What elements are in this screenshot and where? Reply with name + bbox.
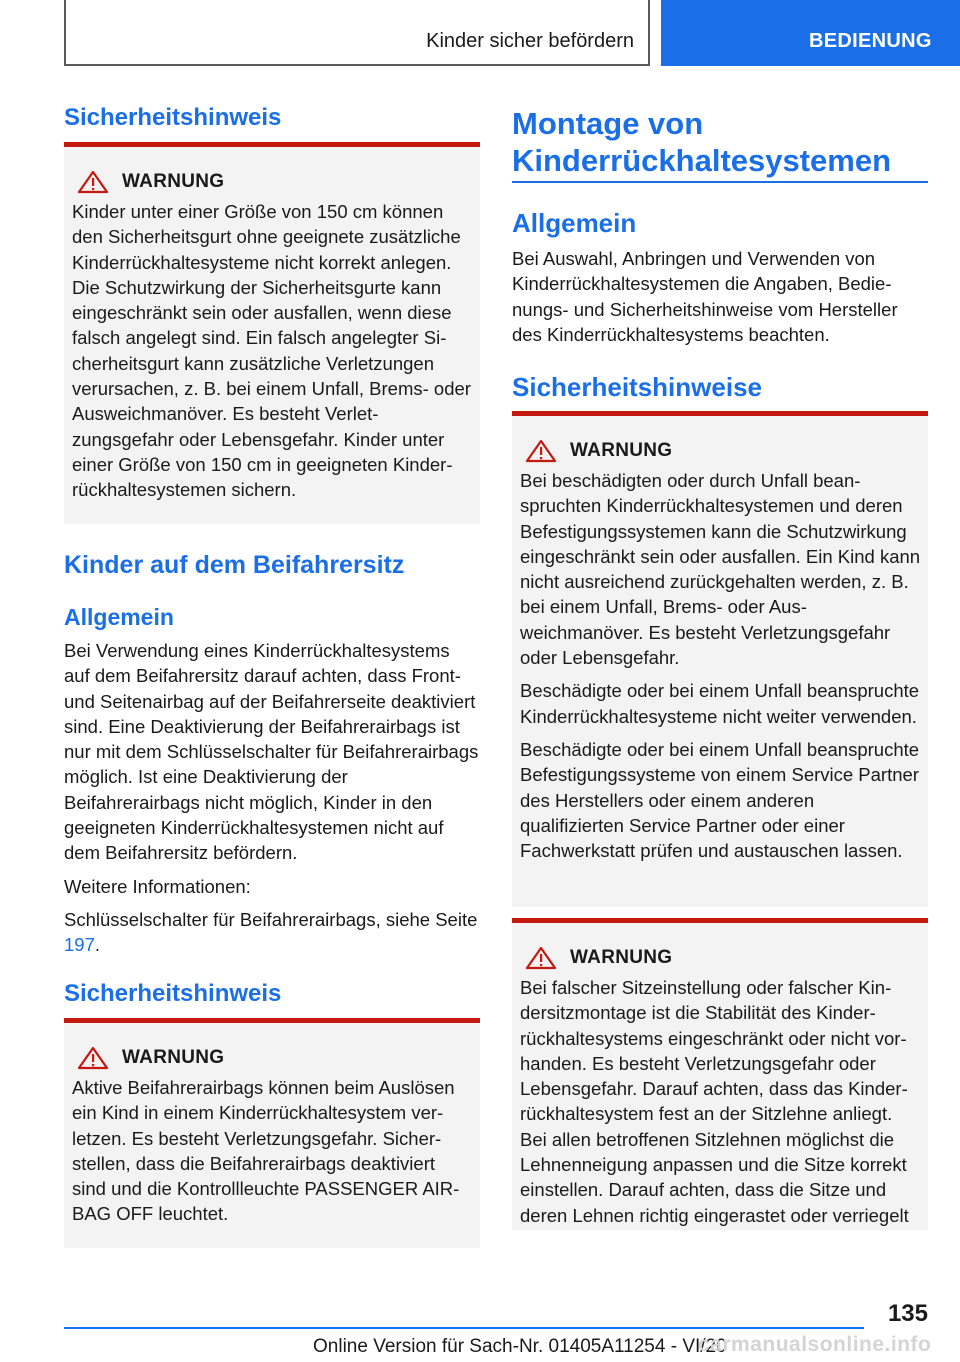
warning-paragraph: Beschädigte oder bei einem Unfall beanspruchte Kinderrückhaltesysteme nicht weiter verwenden. xyxy=(520,680,920,727)
warning-box-4 xyxy=(512,918,928,1230)
title-underline xyxy=(512,181,928,183)
warning-box-2 xyxy=(64,1018,480,1248)
warning-paragraph: Bei falscher Sitzeinstellung oder falscher Kindersitzmontage ist die Stabilität des Kinderrückhaltesystems eingeschränkt oder nicht vorhanden. Es besteht Verletzungsgefahr oder Lebensgefahr. Darauf achten, dass das Kinderrückhaltesystem fest an der Sitzlehne anliegt. Bei allen betroffenen Sitzlehnen möglichst die Lehnenneigung anpassen und die Sitze korrekt einstellen. Darauf achten, dass die Sitze und deren Lehnen richtig eingerastet oder verriegelt xyxy=(520,977,909,1226)
footer-rule xyxy=(64,1327,864,1329)
warning-triangle-icon xyxy=(76,170,110,194)
warning-paragraph: Beschädigte oder bei einem Unfall beanspruchte Befestigungssysteme von einem Service Partner des Herstellers oder einem anderen qualifizierten Service Partner oder einer Fachwerkstatt prüfen und austauschen lassen. xyxy=(520,738,920,862)
paragraph-weitere-info: Weitere Informationen: xyxy=(64,875,251,897)
section-tab xyxy=(64,0,650,66)
warning-paragraph: Aktive Beifahrerairbags können beim Auslösen ein Kind in einem Kinderrückhaltesystem verletzen. Es besteht Verletzungsgefahr. Sicherstellen, dass die Beifahrerairbags deaktiviert sind und die Kontrollleuchte PASSENGER AIRBAG OFF leuchtet. xyxy=(72,1077,460,1225)
warning-box-3 xyxy=(512,411,928,907)
warning-title xyxy=(520,438,922,464)
warning-triangle-icon xyxy=(76,1046,110,1070)
paragraph-airbag: Bei Verwendung eines Kinderrückhaltesystems auf dem Beifahrersitz darauf achten, dass Front- und Seitenairbag auf der Beifahrerseite deaktiviert sind. Eine Deaktivierung der Beifahrerairbags ist nur mit dem Schlüsselschalter für Beifahrerairbags möglich. Ist eine Deaktivierung der Beifahrerairbags nicht möglich, Kinder in den geeigneten Kinderrückhaltesystemen nicht auf dem Beifahrersitz befördern. xyxy=(64,640,479,864)
warning-title xyxy=(72,169,474,195)
page-link-197[interactable]: 197 xyxy=(64,934,95,956)
heading-montage: Montage von Kinderrückhaltesystemen xyxy=(512,106,892,178)
body-text-montage xyxy=(512,246,928,347)
heading-sicherheitshinweise: Sicherheitshinweise xyxy=(512,372,762,402)
chapter-title: BEDIENUNG xyxy=(809,30,932,52)
warning-paragraph: Kinder unter einer Größe von 150 cm können den Sicherheitsgurt ohne geeignete zusätzliche Kinderrückhaltesysteme nicht korrekt anlegen. Die Schutzwirkung der Sicherheitsgurte kann eingeschränkt sein oder ausfallen, wenn diese falsch angelegt sind. Ein falsch angelegter Sicherheitsgurt kann zusätzliche Verletzungen verursachen, z. B. bei einem Unfall, Brems- oder Ausweichmanöver. Es besteht Verletzungsgefahr oder Lebensgefahr. Kinder unter einer Größe von 150 cm in geeigneten Kinderrückhaltesystemen sichern. xyxy=(72,201,471,501)
heading-sicherheitshinweis-1: Sicherheitshinweis xyxy=(64,104,282,131)
reference-suffix: . xyxy=(94,934,101,956)
heading-allgemein-right: Allgemein xyxy=(512,208,637,238)
warning-triangle-icon xyxy=(524,439,558,463)
heading-allgemein-left: Allgemein xyxy=(64,604,174,630)
warning-label: WARNUNG xyxy=(122,171,225,192)
heading-kinder-beifahrersitz: Kinder auf dem Beifahrersitz xyxy=(64,551,405,579)
page-number: 135 xyxy=(887,1300,928,1327)
footer-version: Online Version für Sach-Nr. 01405A11254 - VI/20 xyxy=(313,1336,727,1357)
warning-triangle-icon xyxy=(524,946,558,970)
warning-label: WARNUNG xyxy=(570,440,673,461)
chapter-tab xyxy=(661,0,960,66)
reference-text: Schlüsselschalter für Beifahrerairbags, siehe Seite xyxy=(64,908,478,930)
warning-label: WARNUNG xyxy=(570,947,673,968)
warning-box-1 xyxy=(64,142,480,524)
warning-title xyxy=(520,945,922,971)
warning-text xyxy=(72,199,474,503)
watermark: carmanualsonline.info xyxy=(698,1333,932,1356)
paragraph-hersteller: Bei Auswahl, Anbringen und Verwenden von Kinderrückhaltesystemen die Angaben, Bedienungs- und Sicherheitshinweise vom Hersteller des Kinderrückhaltesystems beachten. xyxy=(512,248,898,345)
paragraph-reference xyxy=(64,907,480,958)
warning-text xyxy=(520,975,922,1228)
warning-paragraph: Bei beschädigten oder durch Unfall beanspruchten Kinderrückhaltesystemen und deren Befestigungssystemen kann die Schutzwirkung eingeschränkt sein oder ausfallen. Ein Kind kann nicht ausreichend zurückgehalten werden, z. B. bei einem Unfall, Brems- oder Ausweichmanöver. Es besteht Verletzungsgefahr oder Lebensgefahr. xyxy=(520,470,921,669)
warning-title xyxy=(72,1045,474,1071)
warning-text xyxy=(72,1075,474,1227)
page-header xyxy=(0,0,960,66)
warning-text xyxy=(520,468,922,863)
heading-sicherheitshinweis-2: Sicherheitshinweis xyxy=(64,980,282,1007)
warning-label: WARNUNG xyxy=(122,1047,225,1068)
section-title: Kinder sicher befördern xyxy=(426,30,634,52)
body-text-allgemein xyxy=(64,638,480,958)
